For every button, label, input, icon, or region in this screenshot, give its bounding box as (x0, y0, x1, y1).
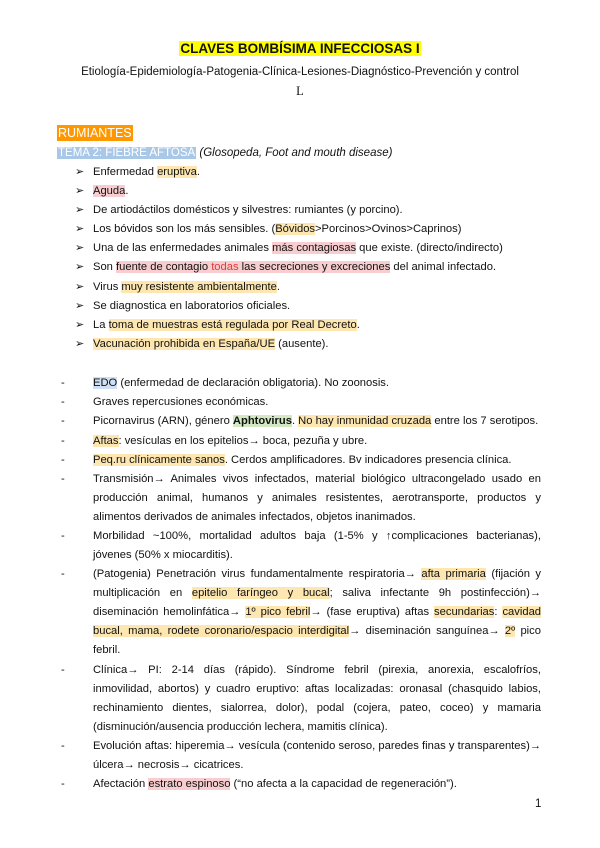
list-item: ➢ Aguda. (0, 182, 503, 201)
list-item: - (Patogenia) Penetración virus fundamentalmente respiratoria→ afta primaria (fijación y multiplicación en epitelio faríngeo y bucal; saliva infectante 9h postinfección)→ diseminación hemolinfática→ 1º pico febril→ (fase eruptiva) aftas secundarias: cavidad bucal, mama, rodete coronario/espacio interdigital→ diseminación sanguínea→ 2º pico febril. (61, 568, 542, 657)
list-item: - Aftas: vesículas en los epitelios→ boca, pezuña y ubre. (61, 434, 368, 447)
list-item: ➢ Enfermedad eruptiva. (0, 163, 503, 182)
list-item: - EDO (enfermedad de declaración obligatoria). No zoonosis. (61, 377, 390, 389)
arrow-bullet-icon: ➢ (75, 204, 85, 217)
arrow-bullet-icon: ➢ (75, 261, 85, 274)
author-initial: L (296, 84, 304, 98)
list-item: - Graves repercusiones económicas. (61, 396, 269, 409)
page-number: 1 (535, 798, 542, 810)
list-item: - Afectación estrato espinoso (“no afecta a la capacidad de regeneración”). (61, 777, 457, 790)
arrow-bullet-icon: ➢ (75, 280, 85, 293)
list-item: ➢ De artiodáctilos domésticos y silvestres: rumiantes (y porcino). (0, 201, 503, 220)
arrow-bullet-icon: ➢ (75, 166, 85, 178)
arrow-bullet-icon: ➢ (75, 223, 85, 236)
document-title: CLAVES BOMBÍSIMA INFECCIOSAS I (180, 41, 420, 56)
section-heading: RUMIANTES (58, 126, 132, 140)
list-item: ➢ La toma de muestras está regulada por Real Decreto. (0, 316, 503, 335)
list-item: - Morbilidad ~100%, mortalidad adultos baja (1-5% y ↑complicaciones bacterianas), jóvenes (50% x miocarditis). (61, 530, 541, 562)
list-item: - Transmisión→ Animales vivos infectados, material biológico ultracongelado usado en producción animal, humanos y animales resistentes, aerotransporte, productos y alimentos derivados de animales infectados, objetos inanimados. (61, 472, 541, 523)
topic-alt-names: (Glosopeda, Foot and mouth disease) (199, 147, 393, 159)
list-item: ➢ Una de las enfermedades animales más contagiosas que existe. (directo/indirecto) (0, 239, 503, 258)
dash-bullet-list (0, 374, 541, 794)
list-item: ➢ Virus muy resistente ambientalmente. (0, 278, 503, 297)
list-item: ➢ Los bóvidos son los más sensibles. (Bóvidos>Porcinos>Ovinos>Caprinos) (0, 220, 503, 239)
topic-heading (57, 146, 392, 161)
topic-label: TEMA 2: FIEBRE AFTOSA (58, 147, 196, 159)
list-item: ➢ Vacunación prohibida en España/UE (ausente). (0, 335, 503, 354)
document-subtitle: Etiología-Epidemiología-Patogenia-Clínica-Lesiones-Diagnóstico-Prevención y control (81, 66, 519, 78)
list-item: ➢ Son fuente de contagio todas las secreciones y excreciones del animal infectado. (0, 258, 503, 277)
list-item: - Evolución aftas: hiperemia→ vesícula (contenido seroso, paredes finas y transparentes)→ úlcera→ necrosis→ cicatrices. (61, 739, 541, 771)
arrow-bullet-icon: ➢ (75, 318, 85, 331)
arrow-bullet-list (0, 163, 503, 354)
list-item: - Picornavirus (ARN), género Aphtovirus. No hay inmunidad cruzada entre los 7 serotipos. (61, 415, 539, 428)
list-item: - Clínica→ PI: 2-14 días (rápido). Síndrome febril (pirexia, anorexia, escalofríos, inmovilidad, abortos) y cuadro eruptivo: aftas localizadas: oronasal (chasquido labios, rechinamiento dientes, sialorrea, dolor), podal (cojera, pateo, coceo) y mamaria (disminución/ausencia producción lechera, mamitis clínica). (61, 663, 541, 733)
arrow-bullet-icon: ➢ (75, 337, 85, 350)
list-item: ➢ Se diagnostica en laboratorios oficiales. (0, 297, 503, 316)
arrow-bullet-icon: ➢ (75, 185, 85, 198)
arrow-bullet-icon: ➢ (75, 242, 85, 255)
arrow-bullet-icon: ➢ (75, 299, 85, 312)
list-item: - Peq.ru clínicamente sanos. Cerdos amplificadores. Bv indicadores presencia clínica. (61, 453, 512, 466)
